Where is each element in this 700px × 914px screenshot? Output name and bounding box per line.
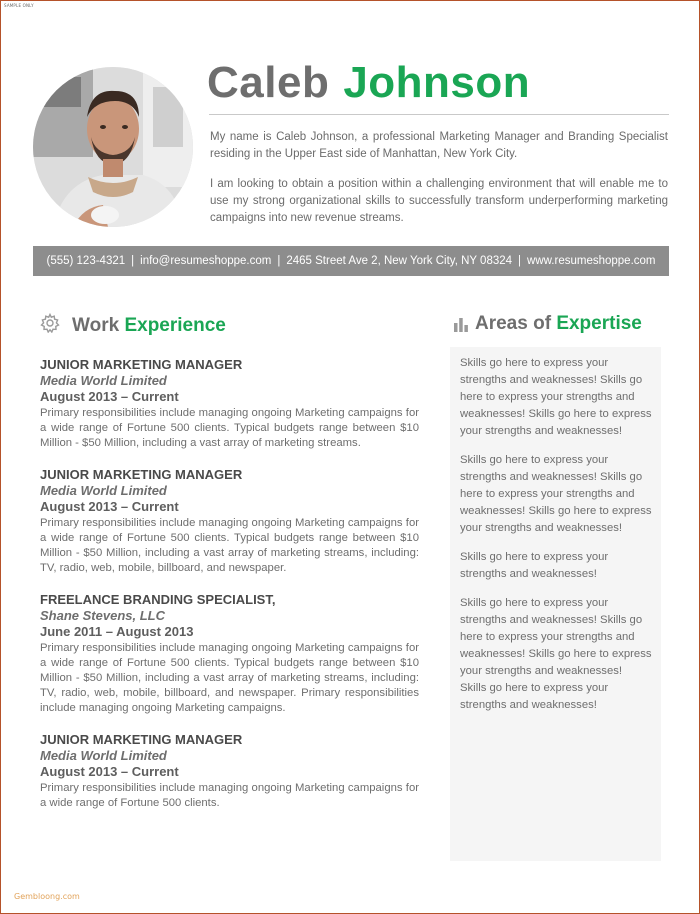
job-title: JUNIOR MARKETING MANAGER	[40, 357, 243, 372]
job-title: JUNIOR MARKETING MANAGER	[40, 467, 243, 482]
intro-paragraph-2: I am looking to obtain a position within a challenging environment that will enable me to use my strong organizational skills to successfully transform underperforming marketing campaigns into new revenue streams.	[210, 178, 668, 224]
job-dates: August 2013 – Current	[40, 764, 179, 779]
job-dates: June 2011 – August 2013	[40, 624, 194, 639]
last-name: Johnson	[343, 58, 531, 107]
heading-part-1: Work	[72, 315, 120, 336]
contact-separator: |	[518, 255, 522, 267]
contact-bar	[33, 246, 669, 276]
job-company: Media World Limited	[40, 483, 167, 498]
job-dates: August 2013 – Current	[40, 389, 179, 404]
job-title: FREELANCE BRANDING SPECIALIST,	[40, 592, 276, 607]
job-company: Media World Limited	[40, 748, 167, 763]
job-description: Primary responsibilities include managing ongoing Marketing campaigns for a wide range of Fortune 500 clients. Typical budgets range between $10 Million - $50 Million, including a vast array of marketing streams.	[40, 407, 419, 449]
skill-paragraph: Skills go here to express your strengths and weaknesses!	[460, 682, 609, 711]
skill-paragraph: Skills go here to express your strengths and weaknesses!	[460, 551, 609, 580]
heading-part-2: Expertise	[556, 313, 642, 334]
job-entry	[40, 592, 419, 716]
job-company: Media World Limited	[40, 373, 167, 388]
contact-email[interactable]: info@resumeshoppe.com	[140, 255, 272, 267]
intro-paragraph-1: My name is Caleb Johnson, a professional Marketing Manager and Branding Specialist residing in the Upper East side of Manhattan, New York City.	[210, 131, 668, 160]
profile-photo	[33, 67, 193, 227]
skills-list	[460, 355, 656, 726]
bar-chart-icon	[453, 316, 469, 332]
job-entry	[40, 357, 419, 451]
job-description: Primary responsibilities include managing ongoing Marketing campaigns for a wide range of Fortune 500 clients.	[40, 782, 419, 809]
skill-paragraph: Skills go here to express your strengths and weaknesses! Skills go here to express your strengths and weaknesses! Skills go here to express your strengths and weaknesses!	[460, 597, 652, 677]
gear-icon	[40, 313, 60, 333]
job-company: Shane Stevens, LLC	[40, 608, 165, 623]
work-experience-heading	[72, 315, 226, 337]
heading-part-1: Areas of	[475, 313, 552, 334]
heading-part-2: Experience	[124, 315, 226, 336]
contact-website[interactable]: www.resumeshoppe.com	[527, 255, 656, 267]
work-experience-list	[40, 357, 419, 827]
job-entry	[40, 467, 419, 576]
contact-phone: (555) 123-4321	[46, 255, 126, 267]
skill-paragraph: Skills go here to express your strengths and weaknesses! Skills go here to express your strengths and weaknesses! Skills go here to express your strengths and weaknesses!	[460, 357, 652, 437]
sample-watermark: SAMPLE ONLY	[4, 3, 34, 8]
site-watermark: Gembloong.com	[14, 892, 80, 901]
areas-of-expertise-heading	[475, 313, 642, 335]
skill-paragraph: Skills go here to express your strengths and weaknesses! Skills go here to express your strengths and weaknesses! Skills go here to express your strengths and weaknesses!	[460, 454, 652, 534]
contact-separator: |	[131, 255, 135, 267]
candidate-name	[207, 58, 530, 108]
contact-separator: |	[277, 255, 281, 267]
name-divider	[209, 114, 669, 115]
job-dates: August 2013 – Current	[40, 499, 179, 514]
first-name: Caleb	[207, 58, 330, 107]
job-description: Primary responsibilities include managing ongoing Marketing campaigns for a wide range of Fortune 500 clients. Typical budgets range between $10 Million - $50 Million, including a vast array of marketing streams, including: TV, radio, web, mobile, billboard, and newspaper.	[40, 517, 419, 574]
contact-address: 2465 Street Ave 2, New York City, NY 08324	[286, 255, 513, 267]
job-description: Primary responsibilities include managing ongoing Marketing campaigns for a wide range of Fortune 500 clients. Typical budgets range between $10 Million - $50 Million, including a vast array of marketing streams, including: TV, radio, web, mobile, billboard, and newspaper. Primary responsibilities include managing ongoing Marketing campaigns.	[40, 642, 419, 714]
job-entry	[40, 732, 419, 811]
job-title: JUNIOR MARKETING MANAGER	[40, 732, 243, 747]
